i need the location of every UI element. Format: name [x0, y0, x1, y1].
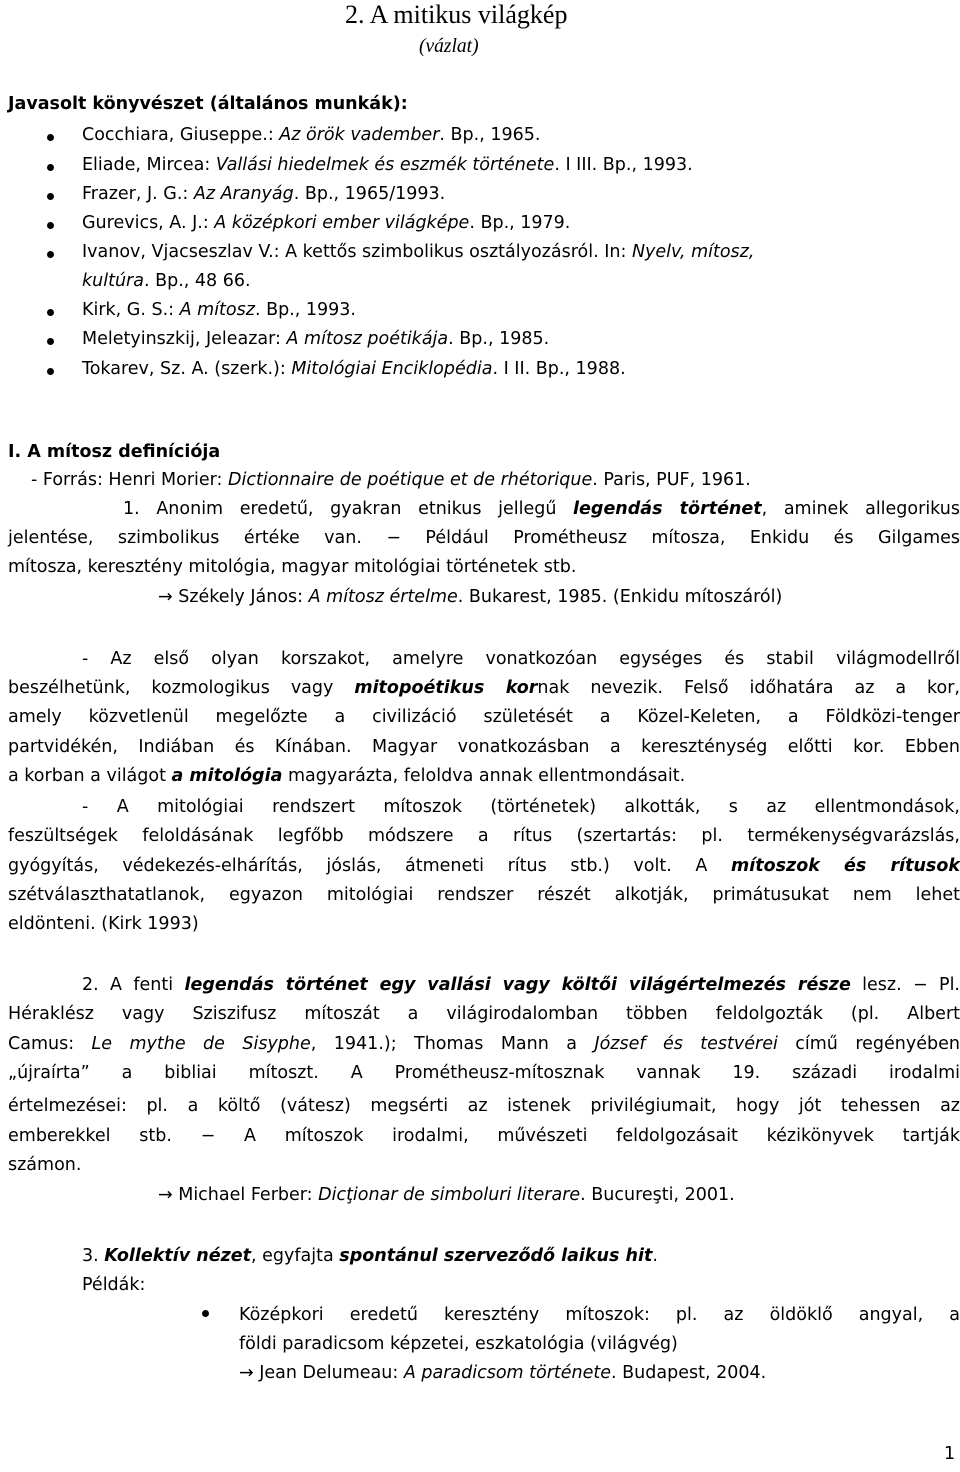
bib-item: Meletyinszkij, Jeleazar: A mítosz poétikája. Bp., 1985. [82, 329, 550, 349]
section-heading: I. A mítosz definíciója [8, 442, 221, 462]
paragraph-line: eldönteni. (Kirk 1993) [8, 914, 199, 934]
bullet-icon [47, 222, 54, 229]
page-subtitle: (vázlat) [419, 36, 479, 57]
bib-item: Ivanov, Vjacseszlav V.: A kettős szimbolikus osztályozásról. In: Nyelv, mítosz, [82, 242, 755, 262]
paragraph-line: „újraírta” a bibliai mítoszt. A Prométheusz-mítosznak vannak 19. századi irodalmi [8, 1063, 960, 1083]
paragraph-line: szétválaszthatatlanok, egyazon mitológiai rendszer részét alkotják, primátusukat nem lehet [8, 885, 960, 905]
bib-item: Kirk, G. S.: A mítosz. Bp., 1993. [82, 300, 356, 320]
bullet-icon [47, 193, 54, 200]
bullet-icon [47, 164, 54, 171]
bib-item: Tokarev, Sz. A. (szerk.): Mitológiai Enciklopédia. I II. Bp., 1988. [82, 359, 626, 379]
paragraph-line: értelmezései: pl. a költő (vátesz) megsérti az istenek privilégiumait, hogy jót tehessen az [8, 1096, 960, 1116]
paragraph-line: számon. [8, 1155, 82, 1175]
reference-line: → Jean Delumeau: A paradicsom története. Budapest, 2004. [239, 1363, 767, 1383]
examples-label: Példák: [82, 1275, 146, 1295]
bib-item: Frazer, J. G.: Az Aranyág. Bp., 1965/1993. [82, 184, 446, 204]
paragraph-line: Héraklész vagy Sziszifusz mítoszát a világirodalomban többen feldolgozták (pl. Albert [8, 1004, 960, 1024]
bib-item: Eliade, Mircea: Vallási hiedelmek és eszmék története. I III. Bp., 1993. [82, 155, 693, 175]
bullet-icon [47, 251, 54, 258]
paragraph-line: 3. Kollektív nézet, egyfajta spontánul szerveződő laikus hit. [82, 1246, 658, 1266]
bibliography-heading: Javasolt könyvészet (általános munkák): [8, 94, 408, 114]
paragraph-line: - Az első olyan korszakot, amelyre vonatkozóan egységes és stabil világmodellről [82, 649, 960, 669]
source-line: - Forrás: Henri Morier: Dictionnaire de poétique et de rhétorique. Paris, PUF, 1961. [31, 470, 751, 490]
bib-item: Cocchiara, Giuseppe.: Az örök vadember. Bp., 1965. [82, 125, 541, 145]
paragraph-line: Camus: Le mythe de Sisyphe, 1941.); Thomas Mann a József és testvérei című regényében [8, 1034, 960, 1054]
reference-line: → Michael Ferber: Dicţionar de simboluri literare. Bucureşti, 2001. [158, 1185, 735, 1205]
paragraph-line: beszélhetünk, kozmologikus vagy mitopoétikus kornak nevezik. Felső időhatára az a kor, [8, 678, 960, 698]
paragraph-line: emberekkel stb. − A mítoszok irodalmi, művészeti feldolgozásait kézikönyvek tartják [8, 1126, 960, 1146]
paragraph-line: partvidékén, Indiában és Kínában. Magyar vonatkozásban a kereszténység előtti kor. Ebben [8, 737, 960, 757]
reference-line: → Székely János: A mítosz értelme. Bukarest, 1985. (Enkidu mítoszáról) [158, 587, 783, 607]
example-item-continued: földi paradicsom képzetei, eszkatológia (világvég) [239, 1334, 678, 1354]
paragraph-line: feszültségek feloldásának legfőbb módszere a rítus (szertartás: pl. termékenységvarázslás, [8, 826, 960, 846]
paragraph-line: 2. A fenti legendás történet egy vallási vagy költői világértelmezés része lesz. − Pl. [82, 975, 960, 995]
paragraph-line: - A mitológiai rendszert mítoszok (történetek) alkották, s az ellentmondások, [82, 797, 960, 817]
example-item: Középkori eredetű keresztény mítoszok: pl. az öldöklő angyal, a [239, 1305, 960, 1325]
bullet-icon [47, 309, 54, 316]
bib-item: Gurevics, A. J.: A középkori ember világképe. Bp., 1979. [82, 213, 571, 233]
bullet-icon [47, 134, 54, 141]
paragraph-line: a korban a világot a mitológia magyarázta, feloldva annak ellentmondásait. [8, 766, 686, 786]
bullet-icon [47, 338, 54, 345]
page-title: 2. A mitikus világkép [345, 0, 568, 29]
paragraph-line: jelentése, szimbolikus értéke van. − Például Prométheusz mítosza, Enkidu és Gilgames [8, 528, 960, 548]
bullet-icon [47, 368, 54, 375]
paragraph-line: mítosza, keresztény mitológia, magyar mitológiai történetek stb. [8, 557, 577, 577]
page-number: 1 [944, 1444, 956, 1464]
bib-item-continued: kultúra. Bp., 48 66. [82, 271, 251, 291]
bullet-icon [202, 1310, 209, 1317]
paragraph-line: 1. Anonim eredetű, gyakran etnikus jellegű legendás történet, aminek allegorikus [123, 499, 960, 519]
paragraph-line: gyógyítás, védekezés-elhárítás, jóslás, átmeneti rítus stb.) volt. A mítoszok és rítusok [8, 856, 960, 876]
paragraph-line: amely közvetlenül megelőzte a civilizáció születését a Közel-Keleten, a Földközi-tenger [8, 707, 960, 727]
